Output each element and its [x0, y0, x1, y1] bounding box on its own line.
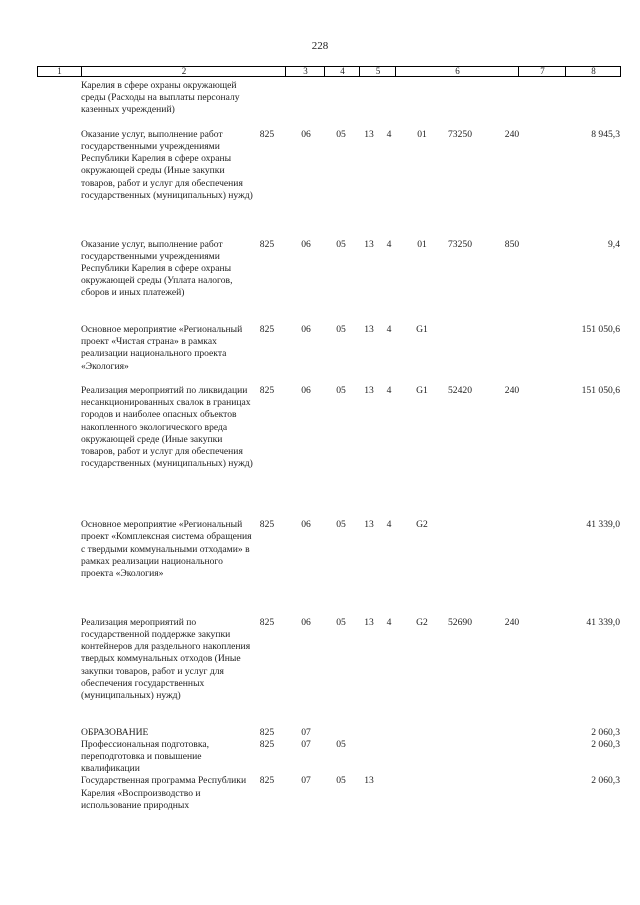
grbs-code: 825: [259, 384, 275, 396]
program-code: 13: [364, 323, 374, 335]
section-code: 07: [301, 775, 311, 787]
section-code: 06: [301, 616, 311, 628]
subsection-code: 05: [336, 128, 346, 140]
grbs-code: 825: [259, 738, 275, 750]
activity-code: G2: [416, 616, 428, 628]
activity-code: 01: [417, 128, 427, 140]
direction-code: 52690: [448, 616, 472, 628]
header-col-2: 2: [81, 67, 286, 76]
section-code: 06: [301, 519, 311, 531]
direction-code: 73250: [448, 128, 472, 140]
subsection-code: 05: [336, 384, 346, 396]
amount: 2 060,3: [591, 738, 620, 750]
header-col-1: 1: [57, 66, 62, 76]
row-description: Оказание услуг, выполнение работ государственными учреждениями Республики Карелия в сфере охраны окружающей среды (Уплата налогов, сборов и иных платежей): [81, 238, 233, 299]
header-col-5: 5: [359, 67, 396, 76]
section-code: 07: [301, 738, 311, 750]
header-col-3: 3: [285, 67, 325, 76]
grbs-code: 825: [259, 616, 275, 628]
section-code: 06: [301, 384, 311, 396]
table-row: [0, 239, 640, 324]
activity-code: G2: [416, 519, 428, 531]
direction-code: 73250: [448, 238, 472, 250]
header-col-7: 7: [518, 67, 566, 76]
table-row: [0, 519, 640, 617]
table-row: [0, 775, 640, 824]
program-code: 13: [364, 519, 374, 531]
amount: 2 060,3: [591, 726, 620, 738]
row-description: Государственная программа Республики Карелия «Воспроизводство и использование природных: [81, 775, 247, 811]
table-row: [0, 324, 640, 385]
activity-code: G1: [416, 384, 428, 396]
subprogram-code: 4: [386, 238, 392, 250]
subsection-code: 05: [336, 238, 346, 250]
amount: 9,4: [608, 238, 620, 250]
program-code: 13: [364, 616, 374, 628]
row-description: Основное мероприятие «Региональный проект «Чистая страна» в рамках реализации национального проекта «Экология»: [81, 323, 243, 372]
subsection-code: 05: [336, 775, 346, 787]
table-body: [0, 80, 640, 824]
subprogram-code: 4: [386, 519, 392, 531]
grbs-code: 825: [259, 775, 275, 787]
row-description: Основное мероприятие «Региональный проект «Комплексная система обращения с твердыми коммунальными отходами» в рамках реализации национального проекта «Экология»: [81, 519, 252, 579]
expense-type-code: 240: [504, 616, 520, 628]
expense-type-code: 850: [504, 238, 520, 250]
table-row: [0, 129, 640, 239]
table-column-header: [37, 66, 621, 77]
header-col-4: 4: [324, 67, 360, 76]
subsection-code: 05: [336, 519, 346, 531]
subprogram-code: 4: [386, 616, 392, 628]
section-code: 07: [301, 726, 311, 738]
amount: 151 050,6: [581, 384, 620, 396]
grbs-code: 825: [259, 726, 275, 738]
amount: 41 339,0: [586, 519, 620, 531]
header-col-8: 8: [565, 67, 621, 76]
amount: 2 060,3: [591, 775, 620, 787]
row-description: Профессиональная подготовка, переподготовка и повышение квалификации: [81, 738, 209, 775]
subsection-code: 05: [336, 738, 346, 750]
grbs-code: 825: [259, 128, 275, 140]
table-row: [0, 80, 640, 129]
row-description: ОБРАЗОВАНИЕ: [81, 726, 149, 738]
grbs-code: 825: [259, 519, 275, 531]
program-code: 13: [364, 128, 374, 140]
header-col-6: 6: [395, 67, 519, 76]
direction-code: 52420: [448, 384, 472, 396]
table-row: [0, 739, 640, 776]
amount: 151 050,6: [581, 323, 620, 335]
row-description: Карелия в сфере охраны окружающей среды (Расходы на выплаты персоналу казенных учреждений): [81, 80, 240, 116]
program-code: 13: [364, 238, 374, 250]
section-code: 06: [301, 323, 311, 335]
table-row: [0, 385, 640, 519]
amount: 41 339,0: [586, 616, 620, 628]
subsection-code: 05: [336, 616, 346, 628]
subprogram-code: 4: [386, 323, 392, 335]
activity-code: 01: [417, 238, 427, 250]
table-row: [0, 617, 640, 727]
section-code: 06: [301, 238, 311, 250]
grbs-code: 825: [259, 238, 275, 250]
activity-code: G1: [416, 323, 428, 335]
grbs-code: 825: [259, 323, 275, 335]
row-description: Реализация мероприятий по государственной поддержке закупки контейнеров для раздельного накопления твердых коммунальных отходов (Иные закупки товаров, работ и услуг для обеспечения государственных (муниципальных) нужд): [81, 616, 251, 701]
section-code: 06: [301, 128, 311, 140]
amount: 8 945,3: [591, 128, 620, 140]
row-description: Оказание услуг, выполнение работ государственными учреждениями Республики Карелия в сфере охраны окружающей среды (Иные закупки товаров, работ и услуг для обеспечения государственных (муниципальных) нужд): [81, 128, 253, 201]
subprogram-code: 4: [386, 384, 392, 396]
page-number: 228: [311, 40, 329, 52]
program-code: 13: [364, 384, 374, 396]
subprogram-code: 4: [386, 128, 392, 140]
table-row: [0, 727, 640, 739]
row-description: Реализация мероприятий по ликвидации несанкционированных свалок в границах городов и наиболее опасных объектов накопленного экологического вреда окружающей среде (Иные закупки товаров, работ и услуг для обеспечения государственных (муниципальных) нужд): [81, 384, 253, 470]
expense-type-code: 240: [504, 128, 520, 140]
program-code: 13: [364, 775, 374, 787]
subsection-code: 05: [336, 323, 346, 335]
expense-type-code: 240: [504, 384, 520, 396]
